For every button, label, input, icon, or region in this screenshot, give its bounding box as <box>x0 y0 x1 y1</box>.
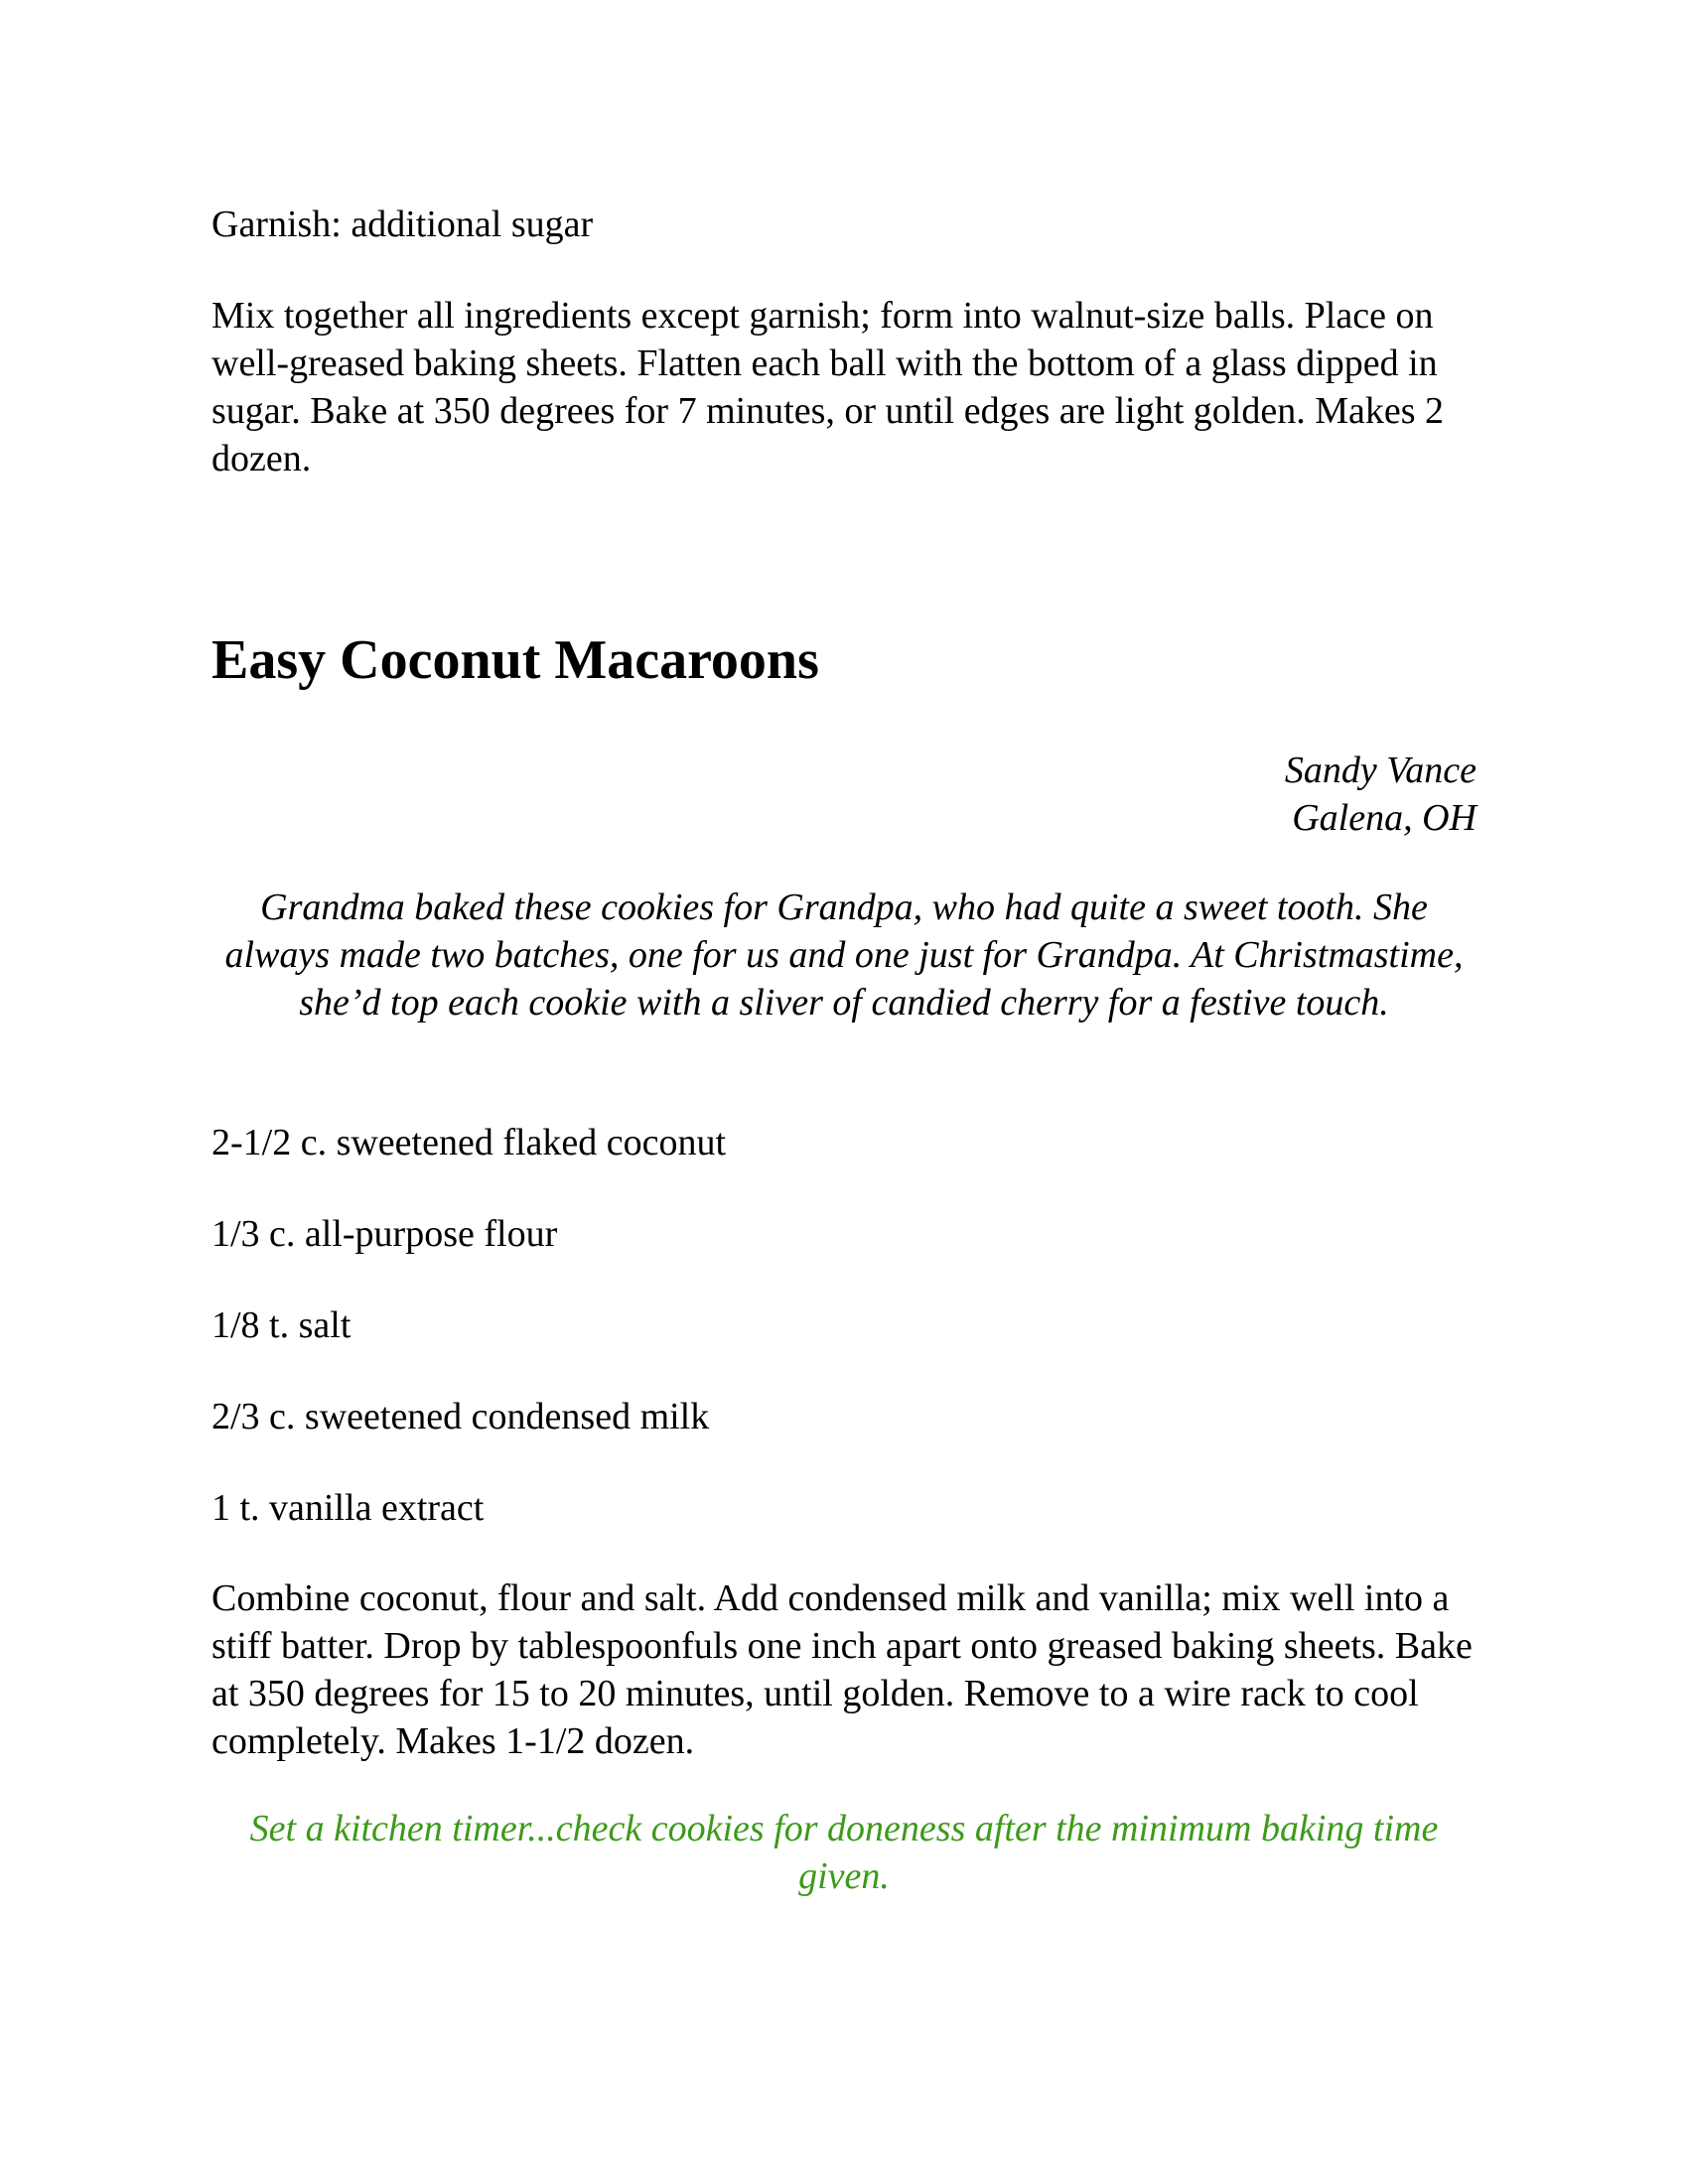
ingredient-item: 1/8 t. salt <box>211 1304 352 1346</box>
garnish-line: Garnish: additional sugar <box>211 204 594 245</box>
author-name: Sandy Vance <box>1284 750 1477 791</box>
recipe-author <box>881 747 1477 842</box>
ingredient-item: 1 t. vanilla extract <box>211 1487 485 1529</box>
ingredient-item: 2-1/2 c. sweetened flaked coconut <box>211 1122 727 1163</box>
recipe-directions: Combine coconut, flour and salt. Add condensed milk and vanilla; mix well into a stiff batter. Drop by tablespoonfuls one inch apart onto greased baking sheets. Bake at 350 degrees for 15 to 20 minutes, until golden. Remove to a wire rack to cool completely. Makes 1-1/2 dozen. <box>211 1577 1473 1762</box>
recipe-intro: Grandma baked these cookies for Grandpa, who had quite a sweet tooth. She always made two batches, one for us and one just for Grandpa. At Christmastime, she’d top each cookie with a sliver of candied cherry for a festive touch. <box>224 887 1464 1024</box>
previous-recipe-directions: Mix together all ingredients except garnish; form into walnut-size balls. Place on well-greased baking sheets. Flatten each ball with the bottom of a glass dipped in sugar. Bake at 350 degrees for 7 minutes, or until edges are light golden. Makes 2 dozen. <box>211 295 1445 479</box>
ingredient-item: 2/3 c. sweetened condensed milk <box>211 1396 710 1437</box>
author-location: Galena, OH <box>1292 797 1477 839</box>
recipe-title: Easy Coconut Macaroons <box>211 629 819 691</box>
ingredient-list <box>211 1119 1477 1575</box>
ingredient-item: 1/3 c. all-purpose flour <box>211 1213 558 1255</box>
document-page <box>211 0 1477 2184</box>
baking-tip: Set a kitchen timer...check cookies for doneness after the minimum baking time given. <box>249 1808 1439 1897</box>
